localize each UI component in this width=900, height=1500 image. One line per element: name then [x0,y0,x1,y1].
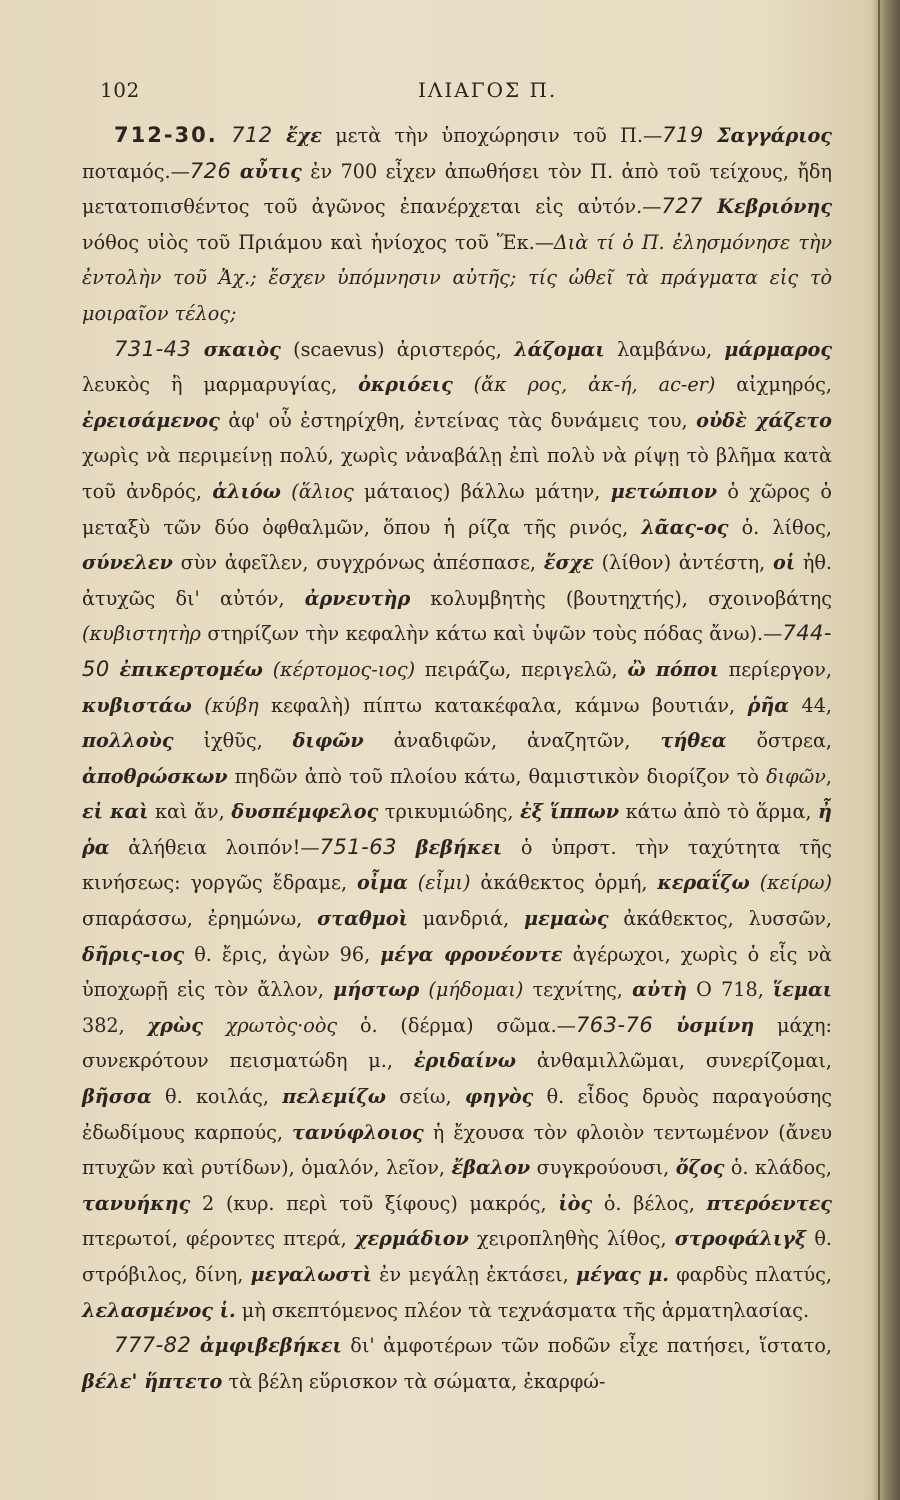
line-range-label: 727 [661,194,703,219]
lemma-term: σταθμοὶ [317,907,408,931]
lemma-term: βῆσσα [82,1085,152,1109]
line-range-label: 726 [189,158,232,183]
lemma-term: μάρμαρος [724,337,833,361]
gloss-text: κάτω ἀπὸ τὸ ἅρμα, [619,800,819,824]
gloss-text: κολυμβητὴς (βουτηχτής), σχοινοβάτης [410,586,832,610]
gloss-text: θ. εἶδος δρυὸς παραγούσης ἐδωδίμους καρπούς, [82,1085,833,1144]
gloss-text: στηρίζων τὴν κεφαλὴν κάτω καὶ ὑψῶν τοὺς πόδας ἄνω).— [200,622,783,646]
lemma-term: ἵεμαι [772,978,832,1002]
paragraph [82,1328,832,1399]
lemma-term: ἀποθρώσκων [82,764,228,788]
gloss-text: κεφαλὴ) πίπτω κατακέφαλα, κάμνω βουτιάν, [258,693,748,717]
gloss-text [703,195,717,218]
gloss-text: χειροπληθὴς λίθος, [468,1227,675,1251]
line-range-label: 719 [662,123,704,147]
lemma-term: πτερόεντες [706,1191,832,1215]
gloss-text: σπαράσσω, ἐρημώνω, [82,907,318,931]
commentary-text [82,118,832,1399]
lemma-term: χρὼς [147,1013,203,1037]
gloss-text: ἐν μεγάλῃ ἐκτάσει, [371,1263,577,1286]
italic-text: (κυβιστητὴρ [82,622,201,646]
lemma-term: οἶμα [356,871,408,895]
line-range-label: 712-30. [114,123,218,147]
gloss-text: ἀνθαμιλλῶμαι, συνερίζομαι, [515,1049,833,1073]
line-range-label: 751-63 [319,834,397,859]
line-range-label: 731-43 [114,336,192,361]
lemma-term: σκαιὸς [203,337,281,361]
gloss-text: 382, [82,1013,148,1037]
lemma-term: ἰὸς [558,1191,593,1215]
gloss-text: δι' ἀμφοτέρων τῶν ποδῶν εἶχε πατήσει, ἵστατο, [341,1334,832,1358]
lemma-term: ἦ ῥα [82,800,832,859]
paragraph [82,332,832,1329]
gloss-text: πηδῶν ἀπὸ τοῦ πλοίου κάτω, θαμιστικὸν διορίζον τὸ [227,764,767,788]
gloss-text [218,124,231,147]
gloss-text: ἀγέρωχοι, χωρὶς ὁ εἷς νὰ ὑποχωρῇ εἰς τὸν ἄλλον, [82,942,833,1002]
gloss-text: καὶ ἄν, [148,800,232,824]
gloss-text: 2 (κυρ. περὶ τοῦ ξίφους) μακρός, [190,1191,559,1215]
gloss-text: ὁ. λίθος, [728,515,833,539]
lemma-term: κυβιστάω [82,693,192,717]
lemma-term: οἱ [773,551,796,575]
gloss-text: μάχη: συνεκρότουν πεισματώδη μ., [82,1013,832,1073]
lemma-term: μήστωρ [333,978,420,1002]
gloss-text: , [825,764,832,788]
lemma-term: ὄζος [675,1156,725,1180]
lemma-term: τανυήκης [82,1191,191,1215]
italic-text: (εἶμι) [407,871,471,895]
lemma-term: ἔσχε [543,551,594,575]
gloss-text: πειράζω, περιγελῶ, [415,657,628,681]
gloss-text: πτερωτοί, φέροντες πτερά, [82,1227,355,1251]
gloss-text: θ. στρόβιλος, δίνη, [82,1227,832,1286]
lemma-term: οὐδὲ χάζετο [696,408,832,432]
lemma-term: στροφάλιγξ [674,1227,807,1251]
lemma-term: ῥῆα [747,693,790,717]
lemma-term: βέλε' ἥπτετο [82,1369,223,1393]
lemma-term: χερμάδιον [354,1227,469,1251]
gloss-text: αἰχμηρός, [715,373,832,397]
lemma-term: πολλοὺς [82,729,174,753]
gloss-text [191,338,203,361]
line-range-label: 763-76 [575,1012,654,1037]
gloss-text: σείω, [386,1085,465,1109]
italic-text: (ἄκ ρος, ἀκ-ή, ac-er) [452,373,716,397]
gloss-text: ποταμός.— [82,159,190,183]
lemma-term: σύνελεν [82,551,173,575]
lemma-term: μ. [648,1263,669,1286]
gloss-text [191,1334,200,1357]
gloss-text: μάταιος) βάλλω μάτην, [353,479,611,503]
gloss-text: ἀλήθεια λοιπόν!— [109,835,320,859]
gloss-text: τεχνίτης, [523,978,633,1002]
gloss-text: ἀναδιφῶν, ἀναζητῶν, [363,729,661,753]
gloss-text: ἰχθῦς, [173,729,293,753]
gloss-text: ὁ. βέλος, [592,1191,707,1215]
lemma-term: αὖτις [239,159,302,183]
italic-text: (κέρτομος-ιος) [262,657,416,681]
gloss-text: ὁ ὑπρστ. τὴν ταχύτητα τῆς κινήσεως: γοργῶς ἔδραμε, [82,835,832,895]
gloss-text [653,1014,676,1037]
gloss-text: 44, [789,693,833,717]
lemma-term: κεραΐζω [657,871,750,895]
lemma-term: ἔχε [285,124,322,147]
gloss-text: τὰ βέλη εὕρισκον τὰ σώματα, ἐκαρφώ- [222,1369,606,1393]
gloss-text: ὁ. (δέρμα) σῶμα.— [337,1013,576,1037]
gloss-text [203,1014,226,1037]
gloss-text: νόθος υἱὸς τοῦ Πριάμου καὶ ἡνίοχος τοῦ Ἕκ.— [82,230,554,254]
gloss-text: σὺν ἀφεῖλεν, συγχρόνως ἀπέσπασε, [172,551,544,575]
gloss-text: ὁ. κλάδος, [724,1156,832,1180]
lemma-term: δῆρις-ιος [82,942,185,966]
italic-text: (μήδομαι) [419,978,524,1002]
gloss-text: φαρδὺς πλατύς, [668,1263,833,1286]
italic-text: χρωτὸς·οὸς [225,1013,338,1037]
paragraph [82,118,832,332]
gloss-text: ὄστρεα, [726,729,832,753]
gloss-text: ἠθ. ἀτυχῶς δι' αὐτόν, [82,551,832,610]
lemma-term: φηγὸς [464,1085,534,1109]
gloss-text: ἀκάθεκτος, λυσσῶν, [608,907,833,931]
lemma-term: ἀρνευτὴρ [304,586,411,610]
italic-text: (ἅλιος [280,479,354,503]
lemma-term: ἐρεισάμενος [82,408,220,432]
lemma-term: ὑσμίνη [676,1013,755,1037]
gloss-text: τρικυμιώδης, [378,800,520,824]
lemma-term: ἐριδαίνω [413,1049,516,1073]
lemma-term: εἰ καὶ [82,800,149,824]
line-range-label: 744-50 [82,621,832,681]
lemma-term: βεβήκει [415,835,503,859]
lemma-term: λελασμένος ἱ. [82,1298,236,1322]
lemma-term: ἀμφιβεβήκει [199,1334,342,1358]
page-edge-line [878,0,880,1500]
lemma-term: ἐπικερτομέω [119,657,263,681]
gloss-text: (λίθον) ἀντέστη, [593,551,774,575]
gloss-text [273,124,286,147]
line-range-label: 712 [231,123,273,147]
line-range-label: 777-82 [114,1333,192,1358]
gloss-text: περίεργον, [718,657,832,681]
page-header [100,78,830,108]
lemma-term: μέγα φρονέοντε [380,942,563,966]
gloss-text: λευκὸς ἢ μαρμαρυγίας, [82,373,359,397]
gloss-text: λαμβάνω, [604,337,725,361]
lemma-term: τανύφλοιος [292,1120,424,1144]
italic-text: (κύβη [191,693,259,717]
gloss-text [397,836,416,859]
lemma-term: μέγας [576,1263,641,1286]
gloss-text: χωρὶς νὰ περιμείνῃ πολύ, χωρὶς νἀναβάλῃ ἐπὶ πολὺ νὰ ρίψῃ τὸ βλῆμα κατὰ τοῦ ἀνδρός, [82,444,832,503]
gloss-text: μανδριά, [407,907,525,931]
gloss-text: μετὰ τὴν ὑποχώρησιν τοῦ Π.— [321,124,663,147]
lemma-term: μεγαλωστὶ [250,1263,372,1286]
italic-text: Διὰ τί ὁ Π. ἐλησμόνησε τὴν ἐντολὴν τοῦ Ἀχ.; ἔσχεν ὑπόμνησιν αὐτῆς; τίς ὠθεῖ τὰ πράγματα εἰς τὸ μοιραῖον τέλος; [82,230,832,325]
gloss-text: ἀφ' οὗ ἐστηρίχθη, ἐντείνας τὰς δυνάμεις του, [219,408,697,432]
lemma-term: Κεβριόνης [717,195,833,219]
lemma-term: δυσπέμφελος [231,800,379,824]
lemma-term: ὢ πόποι [627,657,719,681]
gloss-text [704,124,717,147]
gloss-text: θ. ἔρις, ἀγὼν 96, [184,942,381,966]
lemma-term: ἐξ ἵππων [519,800,620,824]
gloss-text [231,160,239,183]
lemma-term: μεμαὼς [524,907,609,931]
gloss-text: ἀκάθεκτος ὁρμή, [470,871,658,895]
lemma-term: πελεμίζω [282,1085,387,1109]
lemma-term: διφῶν [292,729,364,753]
italic-text: (κείρω) [749,871,832,895]
lemma-term: μετώπιον [610,479,718,503]
lemma-term: ἁλιόω [212,479,281,503]
gloss-text: (scaevus) ἀριστερός, [280,337,515,361]
lemma-term: ὀκριόεις [358,373,453,397]
lemma-term: λάζομαι [514,337,605,361]
lemma-term: λᾶας-ος [641,515,729,539]
gloss-text: συγκρούουσι, [530,1156,676,1180]
gloss-text: Ο 718, [687,978,773,1002]
lemma-term: αὐτὴ [632,978,688,1002]
gloss-text [110,658,120,681]
gloss-text: ἐν 700 εἶχεν ἀπωθήσει τὸν Π. ἀπὸ τοῦ τείχους, ἤδη μετατοπισθέντος τοῦ ἀγῶνος ἐπανέρχεται εἰς αὐτόν.— [82,159,832,219]
lemma-term: ἔβαλον [451,1156,531,1180]
lemma-term: τήθεα [660,729,727,753]
italic-text: διφῶν [766,764,826,788]
lemma-term: Σαγγάριος [717,124,832,147]
gloss-text: ἡ ἔχουσα τὸν φλοιὸν τεντωμένον (ἄνευ πτυχῶν καὶ ρυτίδων), ὁμαλόν, λεῖον, [82,1120,832,1180]
gloss-text: μὴ σκεπτόμενος πλέον τὰ τεχνάσματα τῆς ἁρματηλασίας. [235,1298,810,1322]
gloss-text: θ. κοιλάς, [151,1085,283,1109]
running-head: ΙΛΙΑΓΟΣ Π. [418,78,558,102]
page-number: 102 [100,78,140,102]
gloss-text: ὁ χῶρος ὁ μεταξὺ τῶν δύο ὀφθαλμῶν, ὅπου ἡ ρίζα τῆς ρινός, [82,479,832,539]
